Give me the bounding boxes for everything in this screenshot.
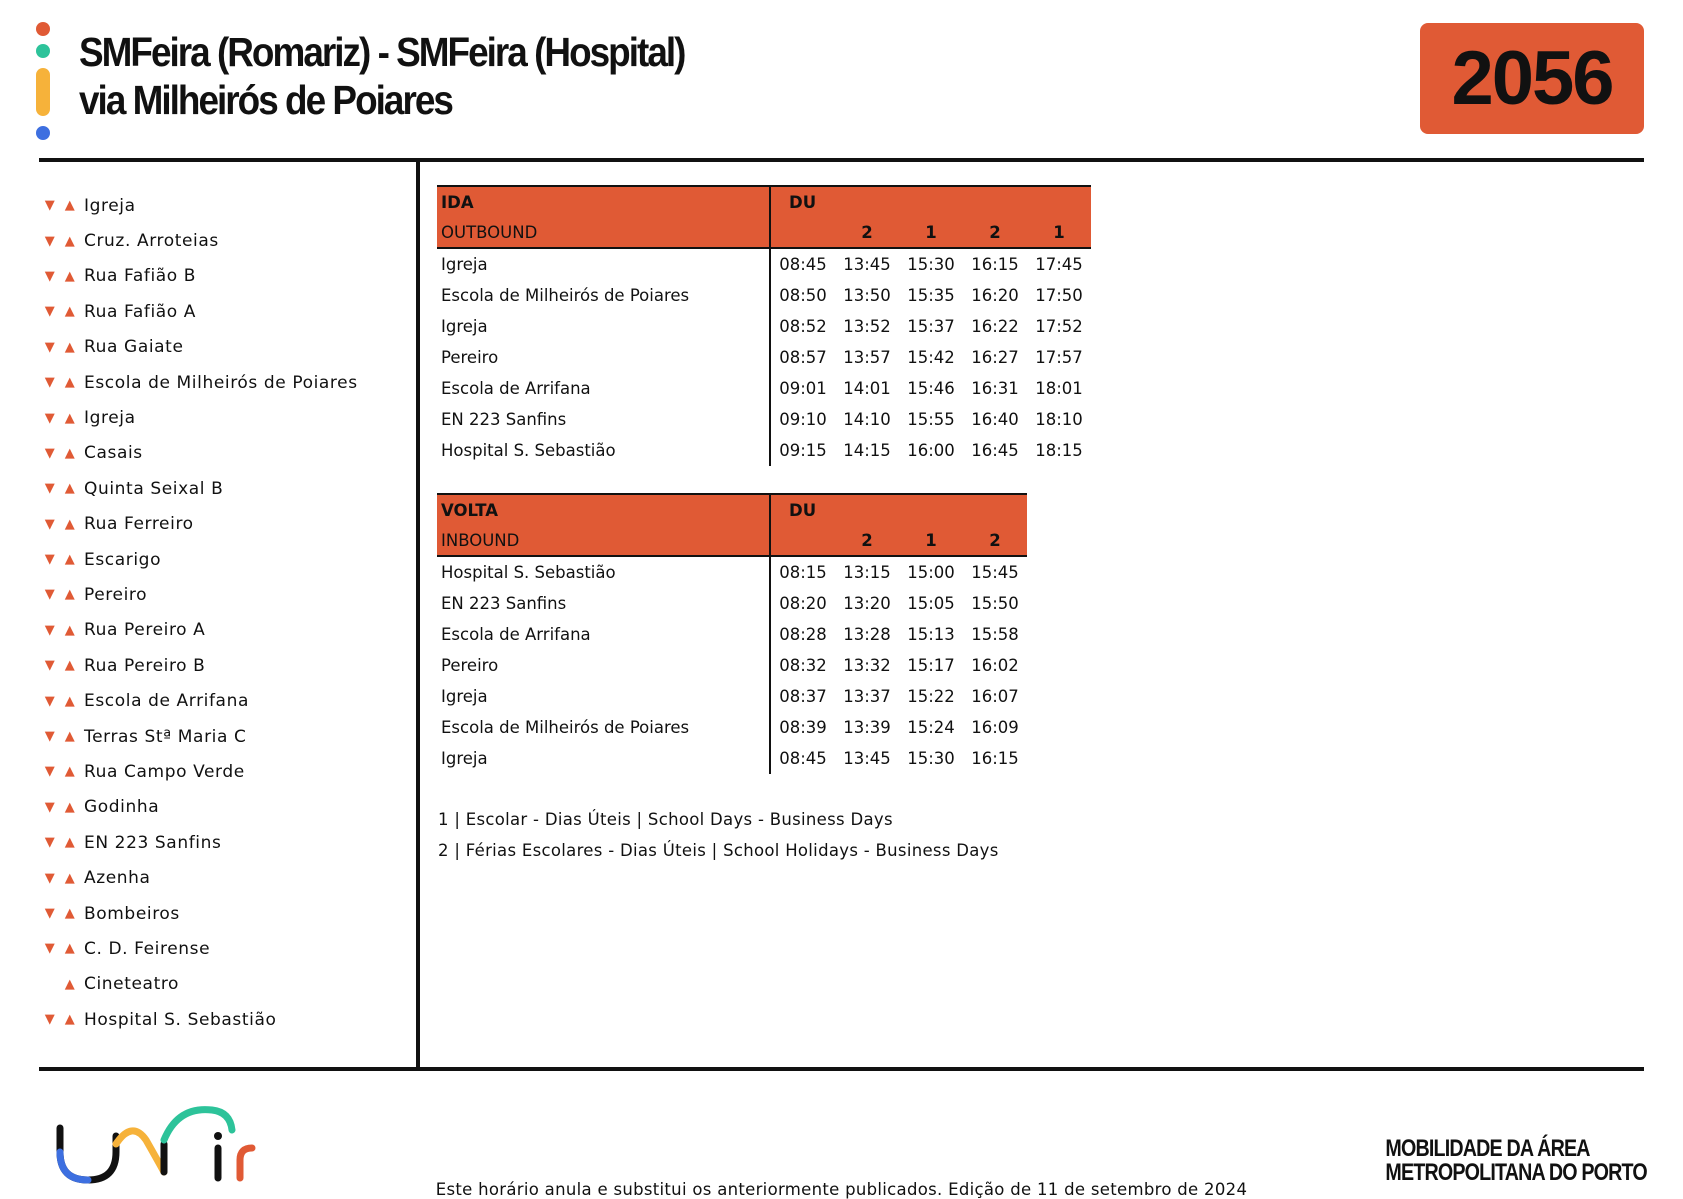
departure-time: 15:58 [971,625,1019,644]
departure-time: 13:50 [843,286,891,305]
stop-name: Cineteatro [84,974,180,995]
table-row [437,342,1091,373]
stop-name: EN 223 Sanfins [84,832,222,853]
row-stop-name: Escola de Arrifana [441,625,591,644]
vertical-divider [416,160,420,1070]
row-stop-name: Escola de Milheirós de Poiares [441,286,690,305]
arrow-up-icon: ▲ [64,976,76,992]
departure-time: 15:55 [907,410,955,429]
stop-item [40,790,358,825]
direction-subtitle: INBOUND [437,525,770,556]
footer-note: Este horário anula e substitui os anteriormente publicados. Edição de 11 de setembro de 2024 [435,1180,1248,1199]
stop-name: Rua Pereiro B [84,655,206,676]
legend [438,804,999,866]
stop-item [40,931,358,966]
stop-name: Terras Stª Maria C [84,726,247,747]
title-line-1: SMFeira (Romariz) - SMFeira (Hospital) [79,29,685,75]
table-row [437,650,1027,681]
arrow-down-icon: ▼ [44,516,56,532]
departure-time: 13:52 [843,317,891,336]
stop-item [40,613,358,648]
stop-item [40,436,358,471]
departure-time: 16:00 [907,441,955,460]
stop-name: Escarigo [84,549,162,570]
departure-time: 15:17 [907,656,955,675]
stop-name: Rua Campo Verde [84,761,245,782]
outbound-timetable [437,185,1091,466]
legend-note-2: 2 | Férias Escolares - Dias Úteis | School Holidays - Business Days [438,841,999,860]
stop-item [40,507,358,542]
stop-item [40,188,358,223]
logo-stroke-u-blue [60,1152,88,1180]
departure-time: 08:39 [770,712,835,743]
row-stop-name: EN 223 Sanfins [441,410,567,429]
brand-dots [36,22,50,142]
stop-item [40,577,358,612]
departure-time: 09:01 [770,373,835,404]
departure-time: 17:50 [1035,286,1083,305]
row-stop-name: Hospital S. Sebastião [441,441,616,460]
departure-time: 08:15 [770,556,835,588]
departure-time: 18:01 [1035,379,1083,398]
departure-time: 14:15 [843,441,891,460]
row-stop-name: Igreja [441,317,488,336]
stop-name: Quinta Seixal B [84,478,224,499]
stop-name: Rua Gaiate [84,337,184,358]
departure-time: 13:39 [843,718,891,737]
service-note [770,525,835,556]
stop-name: Igreja [84,408,136,429]
inbound-timetable [437,493,1027,774]
arrow-down-icon: ▼ [44,268,56,284]
departure-time: 15:50 [971,594,1019,613]
stop-name: C. D. Feirense [84,938,211,959]
stop-name: Rua Fafião A [84,301,197,322]
arrow-down-icon: ▼ [44,729,56,745]
table-row [437,743,1027,774]
stop-item [40,754,358,789]
row-stop-name: Igreja [441,749,488,768]
arrow-up-icon: ▲ [64,410,76,426]
stop-item [40,825,358,860]
departure-time: 16:40 [971,410,1019,429]
arrow-up-icon: ▲ [64,906,76,921]
stop-name: Escola de Milheirós de Poiares [84,372,358,393]
departure-time: 08:37 [770,681,835,712]
arrow-up-icon: ▲ [64,658,76,674]
stop-name: Pereiro [84,584,148,605]
stop-name: Godinha [84,797,160,818]
departure-time: 15:37 [907,317,955,336]
arrow-down-icon: ▼ [44,375,56,391]
direction-title: IDA [437,186,770,217]
departure-time: 17:45 [1035,255,1083,274]
table-row [437,556,1027,588]
row-stop-name: Escola de Arrifana [441,379,591,398]
departure-time: 16:15 [971,255,1019,274]
row-stop-name: Pereiro [441,348,499,367]
stop-item [40,223,358,258]
stop-item [40,683,358,718]
stop-item [40,259,358,294]
service-note: 1 [899,525,963,556]
direction-subtitle: OUTBOUND [437,217,770,248]
inbound-header-row [437,494,1027,525]
departure-time: 15:46 [907,379,955,398]
departure-time: 15:30 [907,749,955,768]
amp-logo [1386,1137,1647,1185]
table-row [437,435,1091,466]
departure-time: 16:45 [971,441,1019,460]
table-row [437,404,1091,435]
arrow-up-icon: ▲ [64,729,76,745]
row-stop-name: Hospital S. Sebastião [441,563,616,582]
table-row [437,311,1091,342]
legend-note-1: 1 | Escolar - Dias Úteis | School Days - Business Days [438,810,893,829]
amp-logo-line-1: MOBILIDADE DA ÁREA [1385,1135,1590,1162]
service-note: 2 [963,525,1027,556]
arrow-up-icon: ▲ [64,445,76,461]
stop-name: Escola de Arrifana [84,691,249,712]
arrow-up-icon: ▲ [64,799,76,815]
arrow-down-icon: ▼ [44,587,56,603]
arrow-down-icon: ▼ [44,481,56,497]
departure-time: 16:02 [971,656,1019,675]
arrow-up-icon: ▲ [64,552,76,568]
stop-item [40,471,358,506]
departure-time: 08:32 [770,650,835,681]
table-row [437,681,1027,712]
table-row [437,712,1027,743]
arrow-up-icon: ▲ [64,339,76,355]
departure-time: 08:50 [770,280,835,311]
arrow-up-icon: ▲ [64,268,76,284]
departure-time: 09:15 [770,435,835,466]
departure-time: 13:32 [843,656,891,675]
stop-name: Rua Ferreiro [84,514,194,535]
arrow-down-icon: ▼ [44,870,56,886]
departure-time: 16:27 [971,348,1019,367]
arrow-up-icon: ▲ [64,516,76,532]
arrow-down-icon: ▼ [44,552,56,568]
arrow-up-icon: ▲ [64,304,76,320]
arrow-down-icon: ▼ [44,339,56,355]
dot-blue [36,126,50,140]
arrow-up-icon: ▲ [64,835,76,851]
departure-time: 17:57 [1035,348,1083,367]
stop-name: Casais [84,443,143,464]
table-row [437,280,1091,311]
stop-item [40,719,358,754]
arrow-down-icon: ▼ [44,410,56,426]
direction-title: VOLTA [437,494,770,525]
departure-time: 13:28 [843,625,891,644]
departure-time: 13:37 [843,687,891,706]
stop-list [40,188,358,1037]
arrow-down-icon: ▼ [44,304,56,320]
stop-name: Rua Pereiro A [84,620,206,641]
departure-time: 16:07 [971,687,1019,706]
service-note: 2 [835,525,899,556]
stop-name: Bombeiros [84,903,180,924]
arrow-up-icon: ▲ [64,587,76,603]
table-row [437,619,1027,650]
outbound-header-row [437,186,1091,217]
arrow-up-icon: ▲ [64,941,76,957]
departure-time: 15:00 [907,563,955,582]
route-number-badge: 2056 [1420,23,1644,134]
row-stop-name: Igreja [441,687,488,706]
bottom-divider [39,1067,1644,1071]
title-line-2: via Milheirós de Poiares [79,77,452,123]
table-row [437,588,1027,619]
departure-time: 14:10 [843,410,891,429]
departure-time: 15:35 [907,286,955,305]
service-note: 1 [1027,217,1091,248]
row-stop-name: Pereiro [441,656,499,675]
arrow-down-icon: ▼ [44,835,56,851]
departure-time: 15:45 [971,563,1019,582]
row-stop-name: Escola de Milheirós de Poiares [441,718,690,737]
table-row [437,373,1091,404]
departure-time: 13:45 [843,749,891,768]
stop-item [40,967,358,1002]
arrow-up-icon: ▲ [64,1012,76,1028]
departure-time: 13:57 [843,348,891,367]
service-note [770,217,835,248]
stop-item [40,365,358,400]
service-note: 2 [963,217,1027,248]
arrow-up-icon: ▲ [64,764,76,780]
unir-logo [54,1100,259,1190]
day-type: DU [770,186,1091,217]
stop-name: Hospital S. Sebastião [84,1009,277,1030]
departure-time: 15:13 [907,625,955,644]
stop-item [40,860,358,895]
stop-name: Rua Fafião B [84,266,197,287]
row-stop-name: EN 223 Sanfins [441,594,567,613]
page-title [79,28,684,124]
departure-time: 13:15 [843,563,891,582]
dot-green [36,44,50,58]
arrow-down-icon: ▼ [44,764,56,780]
departure-time: 16:09 [971,718,1019,737]
stop-name: Igreja [84,195,136,216]
arrow-down-icon: ▼ [44,799,56,815]
arrow-up-icon: ▲ [64,622,76,638]
departure-time: 08:57 [770,342,835,373]
stop-item [40,542,358,577]
departure-time: 08:52 [770,311,835,342]
arrow-down-icon: ▼ [44,1012,56,1028]
amp-logo-line-2: METROPOLITANA DO PORTO [1385,1159,1647,1186]
departure-time: 18:10 [1035,410,1083,429]
arrow-up-icon: ▲ [64,233,76,249]
arrow-down-icon: ▼ [44,941,56,957]
top-divider [39,158,1644,162]
arrow-up-icon: ▲ [64,375,76,391]
departure-time: 17:52 [1035,317,1083,336]
arrow-down-icon: ▼ [44,693,56,709]
arrow-down-icon: ▼ [44,198,56,214]
stop-name: Azenha [84,868,151,889]
arrow-up-icon: ▲ [64,870,76,886]
arrow-up-icon: ▲ [64,693,76,709]
departure-time: 08:28 [770,619,835,650]
arrow-down-icon: ▼ [44,233,56,249]
stop-item [40,294,358,329]
day-type: DU [770,494,1027,525]
service-note: 2 [835,217,899,248]
arrow-down-icon: ▼ [44,906,56,921]
table-row [437,248,1091,280]
departure-time: 08:45 [770,743,835,774]
departure-time: 15:22 [907,687,955,706]
service-note: 1 [899,217,963,248]
departure-time: 09:10 [770,404,835,435]
stop-item [40,896,358,931]
outbound-notes-row [437,217,1091,248]
dot-red [36,22,50,36]
stop-item [40,648,358,683]
arrow-down-icon: ▼ [44,658,56,674]
logo-stroke-r [240,1148,252,1178]
stop-name: Cruz. Arroteias [84,231,219,252]
departure-time: 08:20 [770,588,835,619]
stop-item [40,400,358,435]
departure-time: 15:30 [907,255,955,274]
dot-yellow [36,68,50,116]
departure-time: 16:20 [971,286,1019,305]
departure-time: 08:45 [770,248,835,280]
arrow-down-icon: ▼ [44,622,56,638]
departure-time: 15:24 [907,718,955,737]
departure-time: 18:15 [1035,441,1083,460]
row-stop-name: Igreja [441,255,488,274]
arrow-up-icon: ▲ [64,198,76,214]
stop-item [40,1002,358,1037]
departure-time: 13:20 [843,594,891,613]
arrow-up-icon: ▲ [64,481,76,497]
arrow-down-icon: ▼ [44,445,56,461]
logo-i-dot [214,1132,222,1140]
departure-time: 14:01 [843,379,891,398]
departure-time: 16:15 [971,749,1019,768]
departure-time: 13:45 [843,255,891,274]
stop-item [40,330,358,365]
departure-time: 16:31 [971,379,1019,398]
logo-stroke-n [116,1131,164,1172]
departure-time: 15:05 [907,594,955,613]
inbound-notes-row [437,525,1027,556]
departure-time: 15:42 [907,348,955,367]
departure-time: 16:22 [971,317,1019,336]
